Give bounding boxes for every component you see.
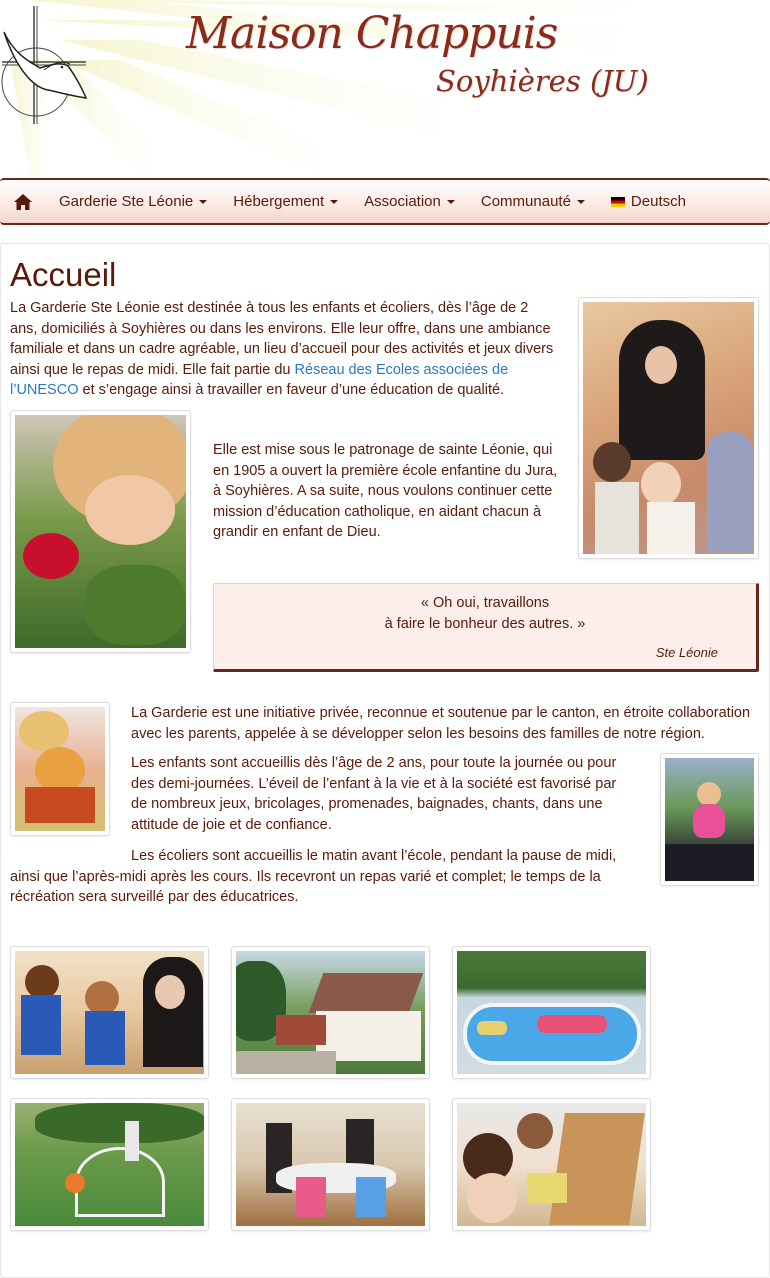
gallery-photo-house[interactable] <box>231 946 430 1079</box>
quote-line-1: « Oh oui, travaillons <box>420 595 550 611</box>
gallery-photo-lunch-table[interactable] <box>231 1098 430 1231</box>
trampoline-photo[interactable] <box>660 753 759 886</box>
quote-line-2: à faire le bonheur des autres. » <box>384 616 586 632</box>
site-subtitle: Soyhières (JU) <box>436 64 649 98</box>
quote-author: Ste Léonie <box>655 645 718 660</box>
nav-communaute[interactable] <box>468 180 598 223</box>
main-navbar <box>0 178 770 225</box>
intro-text-start: La Garderie Ste Léonie est destinée à tous les enfants et écoliers, dès l’âge de 2 ans, domiciliés à Soyhières ou dans les environs. Elle leur offre, dans une ambiance familiale et dans un cadre agréable, un lieu d’accueil pour des activités et jeux divers ainsi que le repas de midi. Elle fait partie du <box>10 300 554 378</box>
intro-text-end: et s’engage ainsi à travailler en faveur d’une éducation de qualité. <box>78 382 505 399</box>
home-icon <box>14 194 32 210</box>
nav-garderie-label: Garderie Ste Léonie <box>59 193 194 210</box>
nav-home-button[interactable] <box>0 180 46 223</box>
nav-deutsch-label: Deutsch <box>630 193 686 210</box>
nav-association-label: Association <box>364 193 441 210</box>
gallery-photo-climbing-dome[interactable] <box>10 1098 209 1231</box>
patronage-paragraph: Elle est mise sous le patronage de sainte Léonie, qui en 1905 a ouvert la première école enfantine du Jura, à Soyhières. A sa suite, nous voulons continuer cette mission d’éducation catholique, en aidant chacun à grandir en enfant de Dieu. <box>213 442 558 541</box>
caret-down-icon <box>447 200 455 204</box>
pupils-paragraph: Les écoliers sont accueillis le matin avant l’école, pendant la pause de midi, ainsi que l’après-midi après les cours. Ils recevront un repas varié et complet; le temps de la récréation sera surveillé par des éducatrices. <box>10 848 617 906</box>
unesco-network-link[interactable]: Réseau des Ecoles associées de l’UNESCO <box>10 361 509 399</box>
ste-leonie-portrait[interactable] <box>578 297 759 559</box>
caret-down-icon <box>577 200 585 204</box>
intro-paragraph <box>10 298 556 401</box>
child-crafting-photo[interactable] <box>10 702 110 836</box>
initiative-paragraph: La Garderie est une initiative privée, reconnue et soutenue par le canton, en étroite collaboration avec les parents, appelée à se développer selon les besoins des familles de notre région. <box>131 705 751 742</box>
caret-down-icon <box>330 200 338 204</box>
nav-association[interactable] <box>351 180 468 223</box>
caret-down-icon <box>199 200 207 204</box>
quote-box <box>213 583 759 672</box>
child-rose-photo[interactable] <box>10 410 191 653</box>
site-header <box>0 0 770 175</box>
site-title[interactable]: Maison Chappuis <box>186 8 558 59</box>
german-flag-icon <box>611 197 625 207</box>
gallery-photo-books[interactable] <box>452 1098 651 1231</box>
dove-cross-logo <box>0 4 90 126</box>
gallery-photo-pool[interactable] <box>452 946 651 1079</box>
nav-hebergement-label: Hébergement <box>233 193 325 210</box>
nav-hebergement[interactable] <box>220 180 351 223</box>
page-title: Accueil <box>10 256 117 293</box>
gallery-photo-nun-children[interactable] <box>10 946 209 1079</box>
children-paragraph: Les enfants sont accueillis dès l’âge de 2 ans, pour toute la journée ou pour des demi-journées. L’éveil de l’enfant à la vie et à la société est favorisé par de nombreux jeux, bricolages, promenades, baignades, chants, dans une attitude de joie et de confiance. <box>131 755 617 833</box>
nav-deutsch[interactable] <box>598 180 699 223</box>
nav-garderie[interactable] <box>46 180 220 223</box>
nav-communaute-label: Communauté <box>480 193 571 210</box>
